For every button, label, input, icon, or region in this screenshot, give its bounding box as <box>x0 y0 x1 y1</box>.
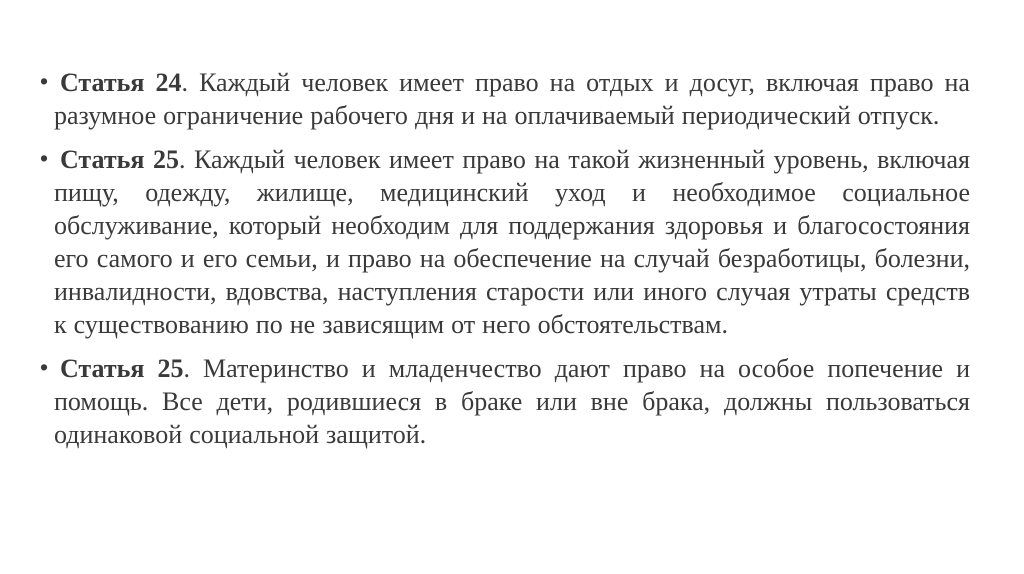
bullet-icon: • <box>40 354 49 380</box>
article-label: Статья 25 <box>60 145 179 174</box>
article-label: Статья 24 <box>60 68 182 97</box>
article-text: Каждый человек имеет право на отдых и досуг, включая право на разумное ограничение рабочего дня и на оплачиваемый периодический отпуск. <box>54 68 970 130</box>
slide-body-text <box>40 66 970 451</box>
bullet-icon: • <box>40 68 49 94</box>
bullet-icon: • <box>40 145 49 171</box>
article-label: Статья 25 <box>60 354 184 383</box>
article-text: Каждый человек имеет право на такой жизненный уровень, включая пищу, одежду, жилище, медицинский уход и необходимое социальное обслуживание, который необходим для поддержания здоровья и благосостояния его самого и его семьи, и право на обеспечение на случай безработицы, болезни, инвалидности, вдовства, наступления старости или иного случая утраты средств к существованию по не зависящим от него обстоятельствам. <box>54 145 970 339</box>
article-text: Материнство и младенчество дают право на особое попечение и помощь. Все дети, родившиеся в браке или вне брака, должны пользоваться одинаковой социальной защитой. <box>54 354 970 449</box>
article-label-separator: . <box>181 68 188 97</box>
bullet-item-article-25b <box>40 352 970 451</box>
bullet-item-article-24 <box>40 66 970 132</box>
article-label-separator: . <box>178 145 186 174</box>
bullet-item-article-25 <box>40 143 970 341</box>
article-label-separator: . <box>183 354 190 383</box>
